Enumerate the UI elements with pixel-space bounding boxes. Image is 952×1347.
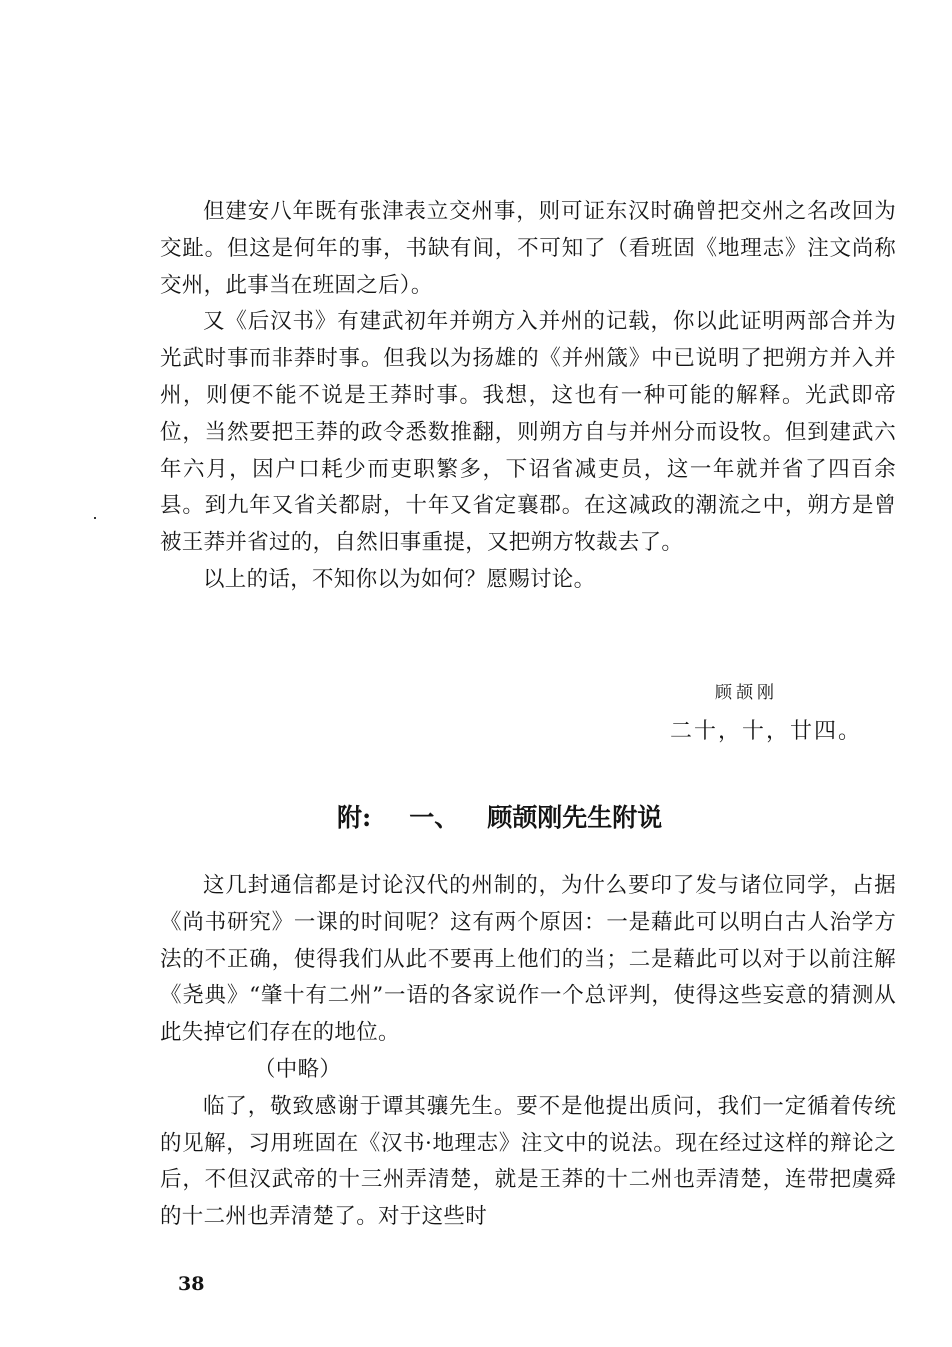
appendix-heading-label: 附: [337, 803, 372, 832]
letter-signature: 顾颉刚 [715, 683, 778, 703]
letter-paragraph-2: 又《后汉书》有建武初年并朔方入并州的记载，你以此证明两部合并为光武时事而非莽时事。但我以为扬雄的《并州箴》中已说明了把朔方并入并州，则便不能不说是王莽时事。我想，这也有一种可能的解释。光武即帝位，当然要把王莽的政令悉数推翻，则朔方自与并州分而设牧。但到建武六年六月，因户口耗少而吏职繁多，下诏省减吏员，这一年就并省了四百余县。到九年又省关都尉，十年又省定襄郡。在这减政的潮流之中，朔方是曾被王莽并省过的，自然旧事重提，又把朔方牧裁去了。 [160, 309, 896, 556]
appendix-paragraph-1: 这几封通信都是讨论汉代的州制的，为什么要印了发与诸位同学，占据《尚书研究》一课的时间呢？这有两个原因：一是藉此可以明白古人治学方法的不正确，使得我们从此不要再上他们的当；二是藉此可以对于以前注解《尧典》“肇十有二州”一语的各家说作一个总评判，使得这些妄意的猜测从此失掉它们存在的地位。 [160, 873, 896, 1046]
appendix-body [160, 868, 896, 1236]
appendix-paragraph-2: 临了，敬致感谢于谭其骧先生。要不是他提出质问，我们一定循着传统的见解，习用班固在《汉书·地理志》注文中的说法。现在经过这样的辩论之后，不但汉武帝的十三州弄清楚，就是王莽的十二州也弄清楚，连带把虞舜的十二州也弄清楚了。对于这些时 [160, 1093, 896, 1230]
letter-date: 二十，十，廿四。 [670, 719, 863, 744]
scan-speck [94, 517, 96, 519]
appendix-heading-title: 顾颉刚先生附说 [487, 803, 663, 832]
letter-body [160, 194, 896, 599]
letter-paragraph-3: 以上的话，不知你以为如何？愿赐讨论。 [203, 566, 596, 592]
letter-paragraph-1: 但建安八年既有张津表立交州事，则可证东汉时确曾把交州之名改回为交趾。但这是何年的事，书缺有间，不可知了（看班固《地理志》注文尚称交州，此事当在班固之后）。 [160, 199, 896, 298]
appendix-heading-number: 一、 [409, 803, 460, 832]
appendix-omitted-note: （中略） [254, 1056, 342, 1082]
appendix-heading [337, 798, 662, 834]
page-number: 38 [178, 1273, 205, 1295]
